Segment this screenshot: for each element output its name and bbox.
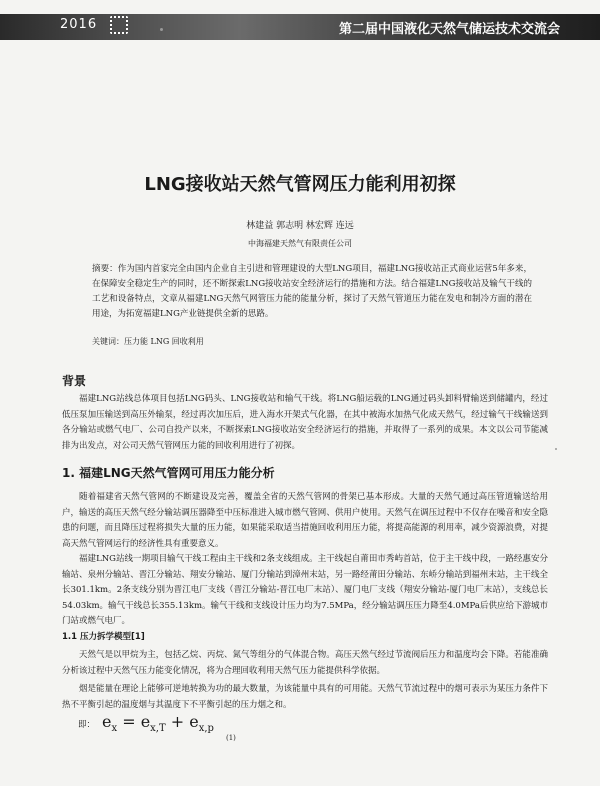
keywords: 关键词：压力能 LNG 回收利用 (92, 337, 204, 346)
subsection-heading: 1.1 压力拆学模型[1] (62, 632, 145, 642)
section-1-paragraph-1: 随着福建省天然气管网的不断建设及完善，覆盖全省的天然气管网的骨架已基本形成。大量的天然气通过高压管道输送给用户，输送的高压天然气经分输站调压器降至中压标准进入城市燃气管网、供用户使用。天然气在调压过程中不仅存在噪音和安全隐患的问题，而且降压过程将损失大量的压力能，如果能采取适当措施回收利用压力能，将提高能源的利用率，减少资源浪费，对提高天然气管网运行的经济性具有重要意义。 (62, 492, 548, 549)
formula-term-1: e (140, 712, 151, 731)
formula-lead: 即： (78, 720, 96, 730)
section-1-paragraph-2: 福建LNG站线一期项目输气干线工程由主干线和2条支线组成。主干线起自莆田市秀屿首站，位于主干线中段，一路经惠安分输站、泉州分输站、晋江分输站、翔安分输站、厦门分输站到漳州末站，另一路经莆田分输站、东峤分输站到福州末站，主干线全长301.1km。2条支线分别为晋江电厂支线（晋江分输站-晋江电厂末站）、厦门电厂支线（翔安分输站-厦门电厂末站），支线总长54.03km。输气干线总长355.13km。输气干线和支线设计压力均为7.5MPa，经分输站调压压力降至4.0MPa后供应给下游城市门站或燃气电厂。 (62, 554, 548, 626)
section-1-heading: 1. 福建LNG天然气管网可用压力能分析 (62, 466, 275, 480)
equation-1: $e_x = e_{x,T} + e_{x,p}$ (102, 712, 214, 735)
formula-term-1-sub: x,T (150, 723, 166, 735)
conference-name: 第二届中国液化天然气储运技术交流会 (338, 22, 560, 37)
authors: 林建益 郭志明 林宏辉 连远 (246, 221, 354, 231)
background-text: 福建LNG站线总体项目包括LNG码头、LNG接收站和输气干线。将LNG船运载的LNG通过码头卸料臂输送到储罐内，经过低压泵加压输送到高压外输泵，经过再次加压后，进入海水开架式气化器，在其中被海水加热气化成天然气，经过输气干线输送到各分输站或燃气电厂、公司自投产以来，不断探索LNG接收站安全经济运行的措施，并取得了一系列的成果。本文以公司节能减排为出发点，对公司天然气管网压力能的回收利用进行了初探。 (62, 394, 548, 451)
formula-lhs: e (102, 712, 112, 731)
header-year: 2016 (60, 17, 98, 32)
decorative-badge-icon (110, 16, 128, 34)
background-heading: 背景 (62, 374, 87, 388)
abstract: 摘要：作为国内首家完全由国内企业自主引进和管理建设的大型LNG项目，福建LNG接收站正式商业运营5年多来，在保障安全稳定生产的同时，还不断探索LNG接收站安全经济运行的措施和方法。结合福建LNG接收站及输气干线的工艺和设备特点，文章从福建LNG天然气网管压力能的能量分析，探讨了天然气管道压力能在发电和制冷方面的潜在用途，为拓宽福建LNG产业链提供全新的思路。 (92, 264, 532, 319)
subsection-paragraph-1: 天然气是以甲烷为主，包括乙烷、丙烷、氮气等组分的气体混合物。高压天然气经过节流阀后压力和温度均会下降。若能准确分析该过程中天然气压力能变化情况，将为合理回收利用天然气压力能提供科学依据。 (62, 650, 548, 676)
formula-term-2-sub: x,p (198, 723, 214, 735)
subsection-paragraph-2: 烟是能量在理论上能够可逆地转换为功的最大数量，为该能量中具有的可用能。天然气节流过程中的烟可表示为某压力条件下热不平衡引起的温度烟与其温度下不平衡引起的压力烟之和。 (62, 684, 548, 710)
formula-term-2: e (189, 712, 199, 731)
equation-number: (1) (226, 734, 236, 742)
formula-lhs-sub: x (111, 723, 118, 735)
paper-title: LNG接收站天然气管网压力能利用初探 (144, 174, 456, 195)
scan-speck (555, 448, 557, 450)
scan-speck (160, 28, 163, 31)
affiliation: 中海福建天然气有限责任公司 (248, 239, 352, 248)
